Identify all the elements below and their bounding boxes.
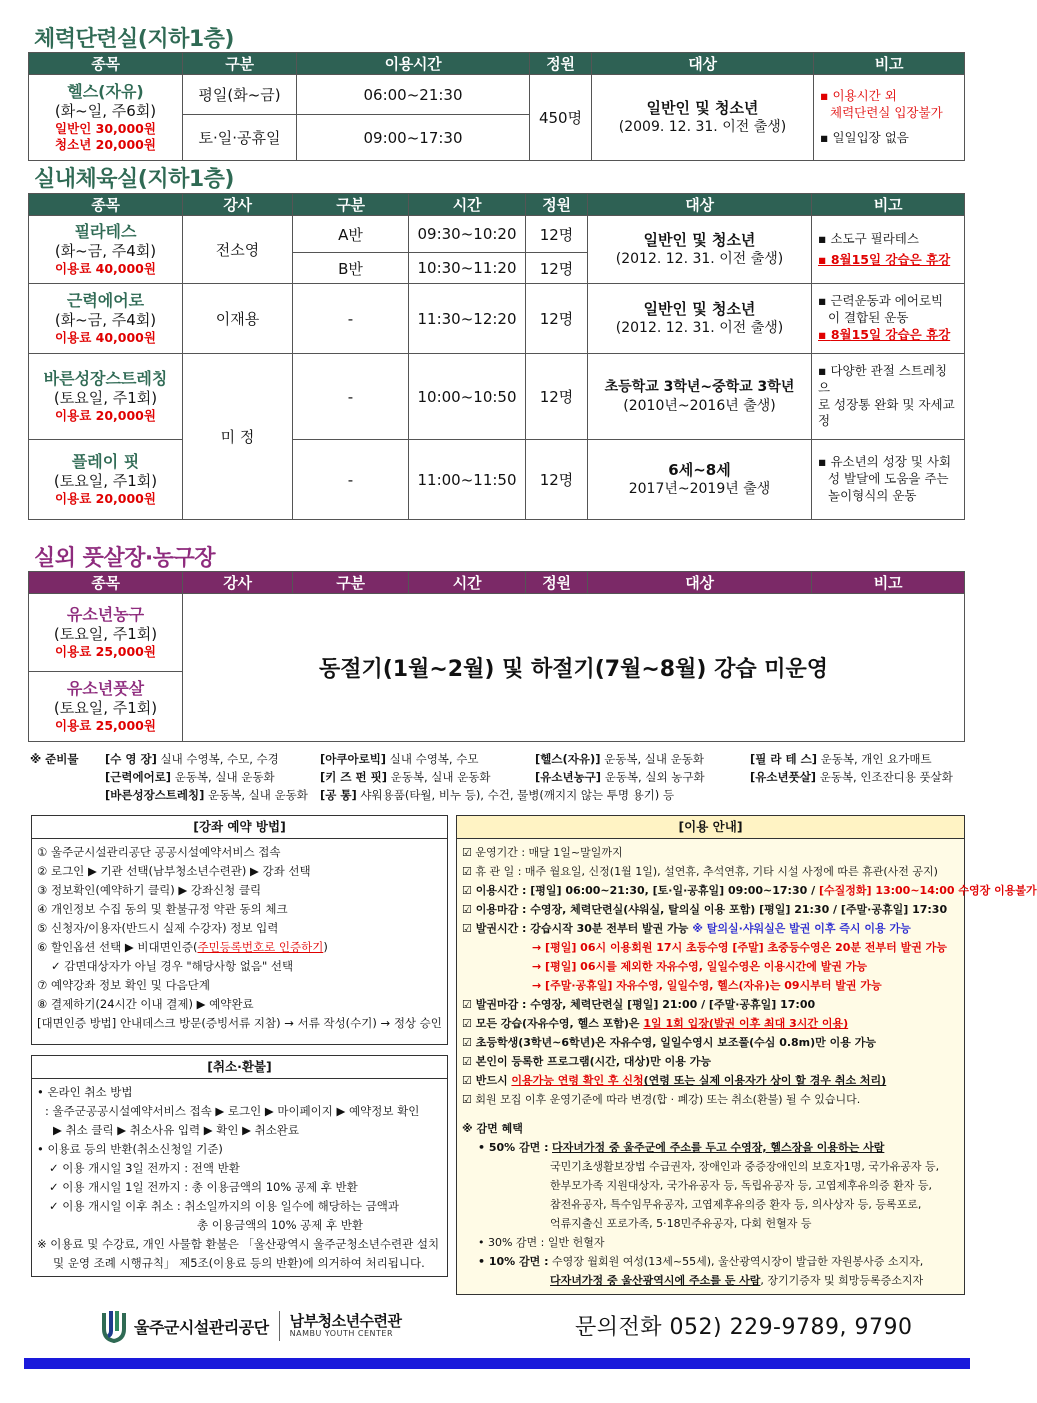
- pilates-capacity-a: 12명: [526, 216, 588, 253]
- reservation-step-2: ② 로그인 ▶ 기관 선택(남부청소년수련관) ▶ 강좌 선택: [37, 864, 311, 878]
- guide-line-5b: ※ 탈의실·샤워실은 발권 이후 즉시 이용 가능: [692, 922, 911, 935]
- pilates-instructor: 전소영: [183, 216, 293, 284]
- outdoor-notice: 동절기(1월~2월) 및 하절기(7월~8월) 강습 미운영: [183, 594, 965, 742]
- refund-line-3: ▶ 취소 클릭 ▶ 취소사유 입력 ▶ 확인 ▶ 취소완료: [53, 1123, 300, 1137]
- benefit-10-a: 수영장 월회원 여성(13세~55세), 울산광역시장이 발급한 자원봉사증 소지자,: [552, 1255, 924, 1268]
- indoor-header-instructor: 강사: [183, 194, 293, 216]
- indoor-header-type: 구분: [293, 194, 409, 216]
- fitness-target-sub: (2009. 12. 31. 이전 출생): [618, 119, 787, 136]
- play-name: 플레이 핏: [71, 451, 140, 471]
- pilates-class-b: B반: [293, 253, 409, 284]
- refund-line-1: • 온라인 취소 방법: [37, 1085, 133, 1099]
- indoor-table: [28, 193, 965, 520]
- header-type: 구분: [183, 53, 297, 75]
- prep-kids-key: [키 즈 펀 핏]: [320, 770, 387, 784]
- stretching-item-cell: [29, 354, 183, 440]
- guide-line-10: [462, 1014, 959, 1033]
- guide-line-2: ☑ 휴 관 일 : 매주 월요일, 신정(1월 1일), 설연휴, 추석연휴, 기타 시설 사정에 따른 휴관(사전 공지): [462, 865, 938, 878]
- stretching-name: 바른성장스트레칭: [43, 368, 168, 388]
- benefit-10-b1: 다자녀가정 중 울산광역시에 주소를 둔 사람: [550, 1274, 761, 1287]
- benefit-10-line-1: [462, 1252, 959, 1271]
- prep-pilates-key: [필 라 테 스]: [750, 752, 817, 766]
- benefit-title: ※ 감면 혜택: [462, 1122, 523, 1135]
- outdoor-header-capacity: 정원: [526, 572, 588, 594]
- play-note-1: 유소년의 성장 및 사회: [830, 454, 952, 470]
- contact-phone: 문의전화 052) 229-9789, 9790: [575, 1315, 913, 1340]
- guide-line-9: ☑ 발권마감 : 수영장, 체력단련실 [평일] 21:00 / [주말·공휴일] 17:00: [462, 998, 816, 1011]
- benefit-50-b: 국민기초생활보장법 수급권자, 장애인과 중증장애인의 보호자1명, 국가유공자 등,: [550, 1160, 940, 1173]
- refund-title: [취소·환불]: [32, 1056, 447, 1079]
- aerobic-note-2: 8월15일 강습은 휴강: [830, 326, 951, 342]
- prep-swim-key: [수 영 장]: [105, 752, 157, 766]
- guide-line-13a: ☑ 반드시: [462, 1074, 512, 1087]
- aerobic-target-main: 일반인 및 청소년: [643, 299, 756, 318]
- fitness-note-2: 일일입장 없음: [832, 129, 909, 145]
- pilates-schedule: (화~금, 주4회): [54, 241, 157, 260]
- fitness-price-adult: 일반인 30,000원: [55, 121, 156, 136]
- reservation-step-3: ③ 정보확인(예약하기 클릭) ▶ 강좌신청 클릭: [37, 883, 262, 897]
- aerobic-item-cell: [29, 284, 183, 354]
- play-capacity: 12명: [526, 440, 588, 520]
- footer-bar: [24, 1358, 970, 1369]
- benefit-10-b2: , 장기기증자 및 희망등록증소지자: [760, 1274, 924, 1287]
- aerobic-capacity: 12명: [526, 284, 588, 354]
- aerobic-target: [588, 284, 812, 354]
- prep-pilates-value: 운동복, 개인 요가매트: [820, 752, 932, 766]
- play-target-sub: 2017년~2019년 출생: [628, 481, 771, 498]
- guide-line-14: ☑ 회원 모집 이후 운영기준에 따라 변경(합 · 폐강) 또는 취소(환불) 될 수 있습니다.: [462, 1093, 861, 1106]
- fitness-target: [592, 75, 814, 161]
- header-capacity: 정원: [530, 53, 592, 75]
- indoor-header-capacity: 정원: [526, 194, 588, 216]
- aerobic-price: 이용료 40,000원: [55, 330, 156, 346]
- basketball-price: 이용료 25,000원: [55, 644, 156, 660]
- basketball-name: 유소년농구: [66, 604, 145, 624]
- guide-line-5a: ☑ 발권시간 : 강습시작 30분 전부터 발권 가능: [462, 922, 693, 935]
- usage-guide-box: [456, 815, 1037, 1295]
- refund-line-8: 총 이용금액의 10% 공제 후 반환: [197, 1218, 364, 1232]
- stretching-target-sub: (2010년~2016년 출생): [623, 397, 776, 414]
- fitness-schedule: (화~일, 주6회): [54, 101, 157, 120]
- indoor-header-time: 시간: [409, 194, 526, 216]
- reservation-step-6b: 주민등록번호로 인증하기: [197, 940, 324, 954]
- guide-line-10b: 1일 1회 입장(발권 이후 최대 3시간 이용): [643, 1017, 849, 1030]
- prep-health-key: [헬스(자유)]: [535, 752, 601, 766]
- futsal-item-cell: [29, 672, 183, 742]
- header-time: 이용시간: [297, 53, 530, 75]
- guide-line-10a: ☑ 모든 강습(자유수영, 헬스 포함)은: [462, 1017, 644, 1030]
- guide-line-1: ☑ 운영기간 : 매달 1일~말일까지: [462, 846, 623, 859]
- org-logo-icon: [100, 1309, 128, 1343]
- aerobic-name: 근력에어로: [66, 290, 145, 310]
- prep-futsal-value: 운동복, 인조잔디용 풋살화: [819, 770, 953, 784]
- fitness-table: [28, 52, 965, 161]
- fitness-type-weekday: 평일(화~금): [183, 75, 297, 115]
- futsal-schedule: (토요일, 주1회): [53, 698, 158, 717]
- outdoor-header-target: 대상: [588, 572, 812, 594]
- reservation-step-7: ⑦ 예약강좌 정보 확인 및 다음단계: [37, 978, 211, 992]
- preparation-list: [30, 750, 970, 804]
- pilates-note-1: 소도구 필라테스: [830, 230, 919, 246]
- prep-aqua-key: [아쿠아로빅]: [320, 752, 387, 766]
- guide-line-13c: (연령 또는 실제 이용자가 상이 할 경우 취소 처리): [643, 1074, 887, 1087]
- prep-stretch-key: [바른성장스트레칭]: [105, 788, 205, 802]
- fitness-capacity: 450명: [530, 75, 592, 161]
- header-item: 종목: [29, 53, 183, 75]
- pilates-class-a: A반: [293, 216, 409, 253]
- futsal-name: 유소년풋살: [66, 678, 145, 698]
- fitness-target-main: 일반인 및 청소년: [646, 98, 759, 117]
- indoor-header-target: 대상: [588, 194, 812, 216]
- play-note-1b: 성 발달에 도움을 주는: [828, 471, 949, 487]
- refund-line-9: ※ 이용료 및 수강료, 개인 사물함 환불은 「울산광역시 울주군청소년수련관 설치: [37, 1237, 440, 1251]
- prep-kids-value: 운동복, 실내 운동화: [390, 770, 491, 784]
- guide-line-5: [462, 919, 959, 938]
- indoor-header-item: 종목: [29, 194, 183, 216]
- stretching-target-main: 초등학교 3학년~중학교 3학년: [604, 379, 795, 396]
- guide-line-8: → [주말·공휴일] 자유수영, 일일수영, 헬스(자유)는 09시부터 발권 가능: [532, 979, 882, 992]
- prep-mark: ※ 준비물: [30, 752, 79, 766]
- guide-line-13: [462, 1071, 959, 1090]
- aerobic-schedule: (화~금, 주4회): [54, 310, 157, 329]
- header-note: 비고: [814, 53, 965, 75]
- benefit-10-key: • 10% 감면 :: [478, 1255, 549, 1268]
- play-note: ▪ 유소년의 성장 및 사회 성 발달에 도움을 주는 놀이형식의 운동: [812, 440, 965, 520]
- play-target-main: 6세~8세: [668, 460, 731, 479]
- stretching-capacity: 12명: [526, 354, 588, 440]
- pilates-price: 이용료 40,000원: [55, 261, 156, 277]
- futsal-price: 이용료 25,000원: [55, 718, 156, 734]
- pilates-target-main: 일반인 및 청소년: [643, 230, 756, 249]
- reservation-step-4: ④ 개인정보 수집 동의 및 환불규정 약관 동의 체크: [37, 902, 288, 916]
- refund-line-4: • 이용료 등의 반환(취소신청일 기준): [37, 1142, 223, 1156]
- guide-line-4: ☑ 이용마감 : 수영장, 체력단련실(샤워실, 탈의실 이용 포함) [평일] 21:30 / [주말·공휴일] 17:30: [462, 903, 948, 916]
- reservation-face-auth: [대면인증 방법] 안내데스크 방문(증빙서류 지참) → 서류 작성(수기) → 정상 승인: [37, 1016, 442, 1030]
- refund-line-2: : 울주군공공시설예약서비스 접속 ▶ 로그인 ▶ 마이페이지 ▶ 예약정보 확인: [45, 1104, 420, 1118]
- pilates-name: 필라테스: [74, 221, 137, 241]
- indoor-header-note: 비고: [812, 194, 965, 216]
- stretching-time: 10:00~10:50: [409, 354, 526, 440]
- refund-box: [31, 1055, 448, 1277]
- fitness-price-youth: 청소년 20,000원: [55, 137, 156, 153]
- reservation-step-6-sub: ✓ 감면대상자가 아닐 경우 "해당사항 없음" 선택: [51, 959, 294, 973]
- reservation-box: [31, 815, 448, 1045]
- play-target: [588, 440, 812, 520]
- stretching-note: ▪ 다양한 관절 스트레칭으 로 성장통 완화 및 자세교 정: [812, 354, 965, 440]
- guide-line-3a: ☑ 이용시간 : [평일] 06:00~21:30, [토·일·공휴일] 09:00~17:30 /: [462, 884, 819, 897]
- pilates-time-a: 09:30~10:20: [409, 216, 526, 253]
- outdoor-header-time: 시간: [409, 572, 526, 594]
- pilates-note-2: 8월15일 강습은 휴강: [830, 251, 951, 267]
- aerobic-note-1b: 이 결합된 운동: [828, 310, 909, 326]
- aerobic-instructor: 이재용: [183, 284, 293, 354]
- outdoor-section-title: 실외 풋살장·농구장: [34, 546, 216, 571]
- reservation-step-1: ① 울주군시설관리공단 공공시설예약서비스 접속: [37, 845, 281, 859]
- fitness-name: 헬스(자유): [67, 81, 144, 101]
- aerobic-note-1: 근력운동과 에어로빅: [830, 293, 944, 309]
- prep-common-key: [공 통]: [320, 788, 357, 802]
- aerobic-target-sub: (2012. 12. 31. 이전 출생): [615, 320, 784, 337]
- prep-futsal-key: [유소년풋살]: [750, 770, 817, 784]
- stretching-note-1: 다양한 관절 스트레칭으: [818, 362, 948, 395]
- play-item-cell: [29, 440, 183, 520]
- reservation-title: [강좌 예약 방법]: [32, 816, 447, 839]
- pilates-time-b: 10:30~11:20: [409, 253, 526, 284]
- stretching-note-1b: 로 성장통 완화 및 자세교: [818, 396, 955, 412]
- footer-logo: [100, 1308, 402, 1344]
- outdoor-header-instructor: 강사: [183, 572, 293, 594]
- guide-title: [이용 안내]: [457, 816, 964, 839]
- benefit-50-key: • 50% 감면 :: [478, 1141, 549, 1154]
- play-note-1c: 놀이형식의 운동: [828, 487, 917, 503]
- guide-line-11: ☑ 초등학생(3학년~6학년)은 자유수영, 일일수영시 보조풀(수심 0.8m)만 이용 가능: [462, 1036, 876, 1049]
- refund-line-5: ✓ 이용 개시일 3일 전까지 : 전액 반환: [49, 1161, 240, 1175]
- fitness-note-1a: 이용시간 외: [832, 88, 897, 104]
- fitness-section-title: 체력단련실(지하1층): [34, 27, 234, 52]
- pilates-target-sub: (2012. 12. 31. 이전 출생): [615, 251, 784, 268]
- play-class: -: [293, 440, 409, 520]
- prep-aero-value: 운동복, 실내 운동화: [174, 770, 275, 784]
- benefit-50-line-1: [462, 1138, 959, 1157]
- guide-line-12: ☑ 본인이 등록한 프로그램(시간, 대상)만 이용 가능: [462, 1055, 711, 1068]
- play-price: 이용료 20,000원: [55, 491, 156, 507]
- prep-bball-key: [유소년농구]: [535, 770, 602, 784]
- fitness-time-weekend: 09:00~17:30: [297, 115, 530, 161]
- refund-line-7: ✓ 이용 개시일 이후 취소 : 취소일까지의 이용 일수에 해당하는 금액과: [49, 1199, 400, 1213]
- fitness-type-weekend: 토·일·공휴일: [183, 115, 297, 161]
- pilates-item-cell: [29, 216, 183, 284]
- aerobic-time: 11:30~12:20: [409, 284, 526, 354]
- fitness-time-weekday: 06:00~21:30: [297, 75, 530, 115]
- benefit-30: • 30% 감면 : 일반 헌혈자: [478, 1236, 605, 1249]
- stretching-target: [588, 354, 812, 440]
- prep-health-value: 운동복, 실내 운동화: [604, 752, 704, 766]
- indoor-section-title: 실내체육실(지하1층): [34, 167, 234, 192]
- pilates-note: ▪ 소도구 필라테스 ▪ 8월15일 강습은 휴강: [812, 216, 965, 284]
- reservation-step-6a: ⑥ 할인옵션 선택 ▶ 비대면인증(: [37, 940, 198, 954]
- outdoor-table: [28, 571, 965, 742]
- play-schedule: (토요일, 주1회): [53, 471, 158, 490]
- stretching-price: 이용료 20,000원: [55, 408, 156, 424]
- refund-line-10: 및 운영 조례 시행규칙」 제5조(이용료 등의 반환)에 의거하여 처리됩니다.: [53, 1256, 425, 1270]
- play-time: 11:00~11:50: [409, 440, 526, 520]
- fitness-note: ▪ 이용시간 외 체력단련실 입장불가 ▪ 일일입장 없음: [814, 75, 965, 161]
- prep-common-value: 샤워용품(타월, 비누 등), 수건, 물병(깨지지 않는 투명 용기) 등: [360, 788, 675, 802]
- prep-aqua-value: 실내 수영복, 수모: [389, 752, 479, 766]
- guide-line-6: → [평일] 06시 이용회원 17시 초등수영 [주말] 초중등수영은 20분 전부터 발권 가능: [532, 941, 947, 954]
- stretching-schedule: (토요일, 주1회): [53, 388, 158, 407]
- outdoor-header-note: 비고: [812, 572, 965, 594]
- benefit-50-e: 억류지출신 포로가족, 5·18민주유공자, 다회 헌혈자 등: [550, 1217, 812, 1230]
- header-target: 대상: [592, 53, 814, 75]
- org-name-2-en: NAMBU YOUTH CENTER: [289, 1328, 394, 1338]
- reservation-step-6c: ): [323, 940, 328, 954]
- stretching-instructor: 미 정: [183, 354, 293, 520]
- pilates-capacity-b: 12명: [526, 253, 588, 284]
- guide-line-7: → [평일] 06시를 제외한 자유수영, 일일수영은 이용시간에 발권 가능: [532, 960, 868, 973]
- prep-bball-value: 운동복, 실외 농구화: [604, 770, 705, 784]
- guide-line-3: [462, 881, 1037, 900]
- outdoor-header-type: 구분: [293, 572, 409, 594]
- basketball-item-cell: [29, 594, 183, 672]
- reservation-step-8: ⑧ 결제하기(24시간 이내 결제) ▶ 예약완료: [37, 997, 254, 1011]
- basketball-schedule: (토요일, 주1회): [53, 624, 158, 643]
- aerobic-class: -: [293, 284, 409, 354]
- org-name-1: 울주군시설관리공단: [134, 1317, 269, 1337]
- stretching-class: -: [293, 354, 409, 440]
- fitness-item-cell: [29, 75, 183, 161]
- prep-stretch-value: 운동복, 실내 운동화: [208, 788, 308, 802]
- benefit-10-line-2: [462, 1271, 959, 1290]
- stretching-note-1c: 정: [818, 413, 831, 429]
- aerobic-note: ▪ 근력운동과 에어로빅 이 결합된 운동 ▪ 8월15일 강습은 휴강: [812, 284, 965, 354]
- guide-line-3b: [수질정화] 13:00~14:00 수영장 이용불가: [818, 884, 1037, 897]
- reservation-step-6: [37, 938, 442, 957]
- prep-swim-value: 실내 수영복, 수모, 수경: [160, 752, 279, 766]
- reservation-step-5: ⑤ 신청자/이용자(반드시 실제 수강자) 정보 입력: [37, 921, 279, 935]
- fitness-note-1b: 체력단련실 입장불가: [830, 105, 943, 121]
- pilates-target: [588, 216, 812, 284]
- outdoor-header-item: 종목: [29, 572, 183, 594]
- benefit-50-a: 다자녀가정 중 울주군에 주소를 두고 수영장, 헬스장을 이용하는 사람: [552, 1141, 885, 1154]
- refund-line-6: ✓ 이용 개시일 1일 전까지 : 총 이용금액의 10% 공제 후 반환: [49, 1180, 358, 1194]
- prep-aero-key: [근력에어로]: [105, 770, 172, 784]
- benefit-50-d: 참전유공자, 특수임무유공자, 고엽제후유의증 환자 등, 의사상자 등, 등록포로,: [550, 1198, 922, 1211]
- guide-line-13b: 이용가능 연령 확인 후 신청: [511, 1074, 644, 1087]
- org-name-2: 남부청소년수련관: [289, 1312, 402, 1331]
- benefit-50-c: 한부모가족 지원대상자, 국가유공자 등, 독립유공자 등, 고엽제후유의증 환자 등,: [550, 1179, 932, 1192]
